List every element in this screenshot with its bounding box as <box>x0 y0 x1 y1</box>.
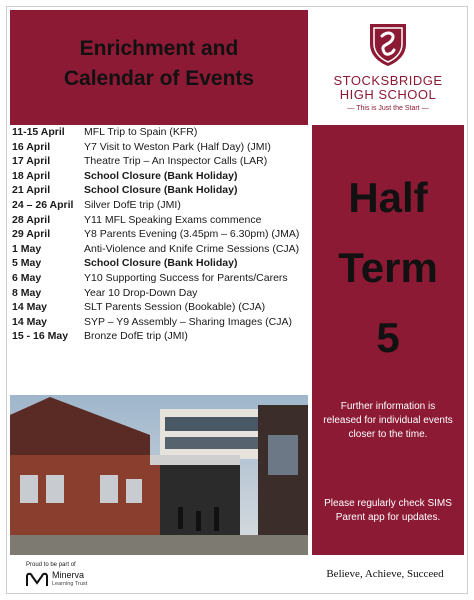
event-description: Y10 Supporting Success for Parents/Carers <box>84 271 288 284</box>
further-info-note: Further information is released for individual events closer to the time. <box>323 401 453 440</box>
school-crest-icon <box>368 22 408 68</box>
footer <box>10 555 464 593</box>
event-date: 1 May <box>12 242 42 255</box>
event-row <box>10 315 308 330</box>
sims-check-note: Please regularly check SIMS Parent app for updates. <box>324 498 452 523</box>
title-line-1: Enrichment and <box>79 37 239 60</box>
event-date: 24 – 26 April <box>12 198 74 211</box>
school-tagline: — This is Just the Start — <box>347 105 429 112</box>
event-row <box>10 300 308 315</box>
event-date: 18 April <box>12 169 51 182</box>
trust-subtitle: Learning Trust <box>52 581 88 587</box>
event-row <box>10 271 308 286</box>
event-description: School Closure (Bank Holiday) <box>84 169 238 182</box>
proud-text: Proud to be part of <box>26 562 76 568</box>
event-description: SLT Parents Session (Bookable) (CJA) <box>84 301 266 314</box>
events-list <box>10 125 308 391</box>
event-date: 21 April <box>12 184 51 197</box>
event-date: 6 May <box>12 271 42 284</box>
event-description: Year 10 Drop-Down Day <box>84 286 198 299</box>
school-name-line-2: HIGH SCHOOL <box>339 87 437 102</box>
event-date: 28 April <box>12 213 51 226</box>
title-line-2: Calendar of Events <box>63 67 255 90</box>
event-row <box>10 242 308 257</box>
event-row <box>10 227 308 242</box>
event-row <box>10 198 308 213</box>
trust-name: Minerva <box>52 570 85 580</box>
event-row <box>10 329 308 344</box>
event-description: Y11 MFL Speaking Exams commence <box>84 213 262 226</box>
event-date: 14 May <box>12 315 48 328</box>
event-row <box>10 183 308 198</box>
half-term-line-1: Half <box>348 174 428 221</box>
event-row <box>10 125 308 140</box>
event-row <box>10 169 308 184</box>
event-date: 11-15 April <box>12 126 65 138</box>
school-building-photo <box>10 395 308 555</box>
school-name-line-1: STOCKSBRIDGE <box>333 73 443 88</box>
half-term-heading <box>312 163 464 373</box>
school-building-image <box>10 395 308 555</box>
minerva-logo-icon <box>26 571 48 587</box>
school-logo <box>312 10 464 125</box>
event-description: Y8 Parents Evening (3.45pm – 6.30pm) (JMA) <box>84 228 300 241</box>
event-row <box>10 140 308 155</box>
event-description: Anti-Violence and Knife Crime Sessions (CJA) <box>84 242 300 255</box>
event-date: 17 April <box>12 155 51 168</box>
event-description: SYP – Y9 Assembly – Sharing Images (CJA) <box>84 315 292 328</box>
half-term-line-3: 5 <box>376 314 400 361</box>
event-date: 15 - 16 May <box>12 330 69 343</box>
tagline-text: This is Just the Start <box>356 105 420 112</box>
school-name <box>312 74 464 102</box>
event-date: 14 May <box>12 301 48 314</box>
event-row <box>10 154 308 169</box>
event-date: 16 April <box>12 140 51 153</box>
school-motto: Believe, Achieve, Succeed <box>326 568 444 580</box>
page-title <box>10 34 308 94</box>
event-description: MFL Trip to Spain (KFR) <box>84 126 198 138</box>
event-date: 29 April <box>12 228 51 241</box>
event-description: Bronze DofE trip (JMI) <box>84 330 188 343</box>
event-description: School Closure (Bank Holiday) <box>84 184 238 197</box>
event-date: 8 May <box>12 286 42 299</box>
half-term-line-2: Term <box>338 244 438 291</box>
event-row <box>10 256 308 271</box>
event-row <box>10 286 308 301</box>
event-description: School Closure (Bank Holiday) <box>84 257 238 270</box>
event-date: 5 May <box>12 257 42 270</box>
event-description: Theatre Trip – An Inspector Calls (LAR) <box>84 155 268 168</box>
event-description: Silver DofE trip (JMI) <box>84 198 181 211</box>
event-description: Y7 Visit to Weston Park (Half Day) (JMI) <box>84 140 271 153</box>
event-row <box>10 213 308 228</box>
side-band <box>312 125 464 555</box>
